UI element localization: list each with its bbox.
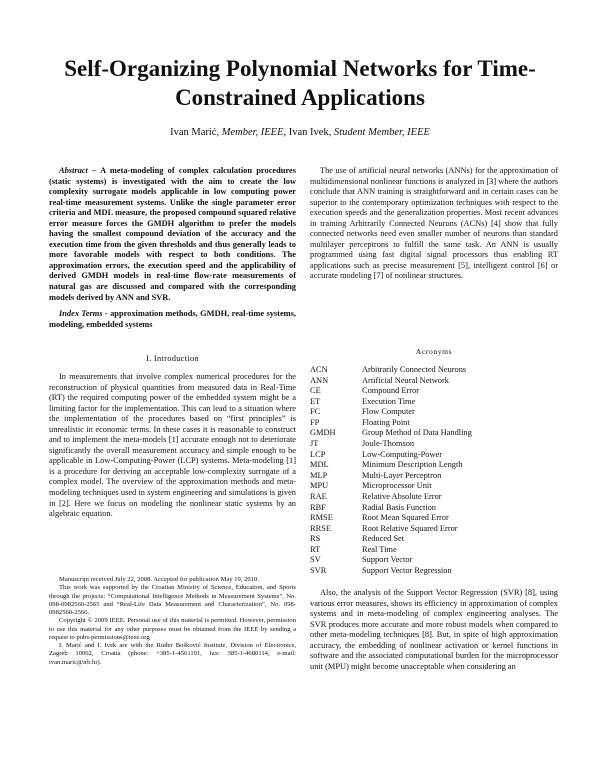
acronym-abbr: ANN xyxy=(310,375,329,385)
acronym-abbr: RBF xyxy=(310,502,326,512)
acronym-abbr: FC xyxy=(310,407,321,417)
paper-title xyxy=(40,54,560,112)
acronym-abbr: LCP xyxy=(310,449,326,459)
acronym-abbr: ET xyxy=(310,396,321,406)
acronym-row xyxy=(310,513,558,524)
footnote-copyright: Copyright © 2009 IEEE. Personal use of this material is permitted. However, permission to use this material for any other purposes must be obtained from the IEEE by sending a request to pubs-permissions@ieee.org xyxy=(49,617,296,641)
acronym-row xyxy=(310,460,558,471)
acronym-row xyxy=(310,418,558,429)
acronym-desc: Root Relative Squared Error xyxy=(362,523,458,533)
index-terms-text: - approximation methods, GMDH, real-time systems, modeling, embedded systems xyxy=(49,309,296,329)
svr-paragraph: Also, the analysis of the Support Vector Regression (SVR) [8], using various error measures, shows its efficiency in approximation of complex systems and in meta-modeling of complex engineering analyses. The SVR produces more accurate and more robust models when compared to other meta-modeling techniques [8]. But, in spite of high approximation accuracy, the embedding of nonlinear activation or kernel functions in software and the associated computational burden for the microprocessor unit (MPU) might become unacceptable when considering an xyxy=(310,588,558,671)
acronym-row xyxy=(310,428,558,439)
acronym-row xyxy=(310,386,558,397)
acronym-row xyxy=(310,503,558,514)
acronym-desc: Joule-Thomson xyxy=(362,439,415,449)
acronym-abbr: SV xyxy=(310,555,321,565)
svr-section xyxy=(310,588,558,672)
acronym-row xyxy=(310,376,558,387)
acronym-desc: Artificial Neural Network xyxy=(362,375,449,385)
acronym-abbr: GMDH xyxy=(310,428,336,438)
acronym-abbr: RAE xyxy=(310,491,327,501)
acronym-abbr: MLP xyxy=(310,470,328,480)
author-1: Ivan Marić, xyxy=(170,127,222,138)
acronym-row xyxy=(310,534,558,545)
acronyms-heading: Acronyms xyxy=(415,347,453,356)
acronym-abbr: RMSE xyxy=(310,513,333,523)
acronym-desc: Low-Computing-Power xyxy=(362,449,443,459)
acronyms-table xyxy=(310,365,558,577)
acronym-abbr: ACN xyxy=(310,365,328,374)
author-1-role: Member, IEEE xyxy=(221,127,284,138)
acronym-row xyxy=(310,481,558,492)
acronym-row xyxy=(310,492,558,503)
acronym-row xyxy=(310,555,558,566)
ann-paragraph: The use of artificial neural networks (ANNs) for the approximation of multidimensional nonlinear functions is analyzed in [3] where the authors conclude that ANN training is straightforward and in certain cases can be superior to the contemporary optimization techniques with respect to the execution speeds and the generalization properties. Most recent advances in training Arbitrarily Connected Neurons (ACNs) [4] show that fully connected networks need even smaller number of neurons than standard multilayer perceptrons to fulfill the same task. An ANN is usually programmed using fast digital signal processors thus enabling RT applications such as precise measurement [5], intelligent control [6] or accurate modeling [7] of nonlinear structures. xyxy=(310,166,558,281)
acronym-abbr: JT xyxy=(310,439,319,449)
acronym-row xyxy=(310,407,558,418)
acronym-row xyxy=(310,365,558,376)
acronym-row xyxy=(310,439,558,450)
acronym-desc: Execution Time xyxy=(362,396,416,406)
footnote-affiliation: I. Marić and I. Ivek are with the Ruđer Bošković Institute, Division of Electronics, Zagreb 10002, Croatia (phone: +385-1-4561191, fax: 385-1-4680114, e-mail: ivan.maric@irb.hr). xyxy=(49,642,296,666)
acronym-desc: Minimum Description Length xyxy=(362,460,463,470)
author-line xyxy=(40,127,560,138)
abstract-dash: – xyxy=(87,166,101,175)
acronym-abbr: MDL xyxy=(310,460,329,470)
right-intro xyxy=(310,166,558,282)
acronym-desc: Support Vector xyxy=(362,555,413,565)
acronym-desc: Relative Absolute Error xyxy=(362,491,442,501)
title-line-1: Self-Organizing Polynomial Networks for Time- xyxy=(64,56,536,81)
acronym-row xyxy=(310,397,558,408)
intro-heading: I. Introduction xyxy=(146,354,199,363)
intro-section xyxy=(49,372,296,520)
acronym-abbr: CE xyxy=(310,386,321,396)
acronym-row xyxy=(310,524,558,535)
acronym-desc: Root Mean Squared Error xyxy=(362,513,449,523)
acronym-desc: Real Time xyxy=(362,544,397,554)
acronym-desc: Flow Computer xyxy=(362,407,415,417)
index-terms xyxy=(49,309,296,330)
author-2-role: Student Member, IEEE xyxy=(333,127,430,138)
acronym-desc: Reduced Set xyxy=(362,534,405,544)
acronym-desc: Multi-Layer Perceptron xyxy=(362,470,442,480)
acronym-desc: Microprocessor Unit xyxy=(362,481,432,491)
footnote-support: This work was supported by the Croatian Ministry of Science, Education, and Sports through the projects: “Computational Intelligence Methods in Measurement Systems”, No. 098-0982560-2565 and “Real-Life Data Measurement and Characterization”, No. 098-0982560-2566. xyxy=(49,584,296,616)
abstract-text: A meta-modeling of complex calculation procedures (static systems) is investigated with the aim to create the low complexity surrogate models applicable in low computing power real-time measurement systems. Unlike the single parameter error criteria and MDL measure, the proposed compound squared relative error measure forces the GMDH algorithm to prefer the models having the smallest compound deviation of the accuracy and the execution time from the given thresholds and thus generally leads to more favorable models with respect to both conditions. The approximation errors, the execution speed and the applicability of derived GMDH models in real-time flow-rate measurements of natural gas are discussed and compared with the corresponding models derived by ANN and SVR. xyxy=(49,166,296,302)
footnote-received: Manuscript received July 22, 2008. Accepted for publication May 19, 2010. xyxy=(59,576,259,583)
acronym-desc: Radial Basis Function xyxy=(362,502,436,512)
acronym-row xyxy=(310,471,558,482)
abstract-block xyxy=(49,166,296,330)
acronym-abbr: RT xyxy=(310,544,321,554)
index-terms-label: Index Terms xyxy=(59,309,103,319)
acronym-abbr: SVR xyxy=(310,565,327,575)
title-line-2: Constrained Applications xyxy=(175,85,425,110)
abstract-label: Abstract xyxy=(59,166,88,175)
acronym-abbr: FP xyxy=(310,417,320,427)
acronym-desc: Compound Error xyxy=(362,386,419,396)
acronym-row xyxy=(310,450,558,461)
author-separator: , Ivan Ivek, xyxy=(283,127,334,138)
acronym-desc: Support Vector Regression xyxy=(362,565,452,575)
acronym-abbr: RRSE xyxy=(310,523,331,533)
acronym-abbr: RS xyxy=(310,534,321,544)
acronym-abbr: MPU xyxy=(310,481,329,491)
acronym-row xyxy=(310,566,558,577)
acronym-desc: Arbitrarily Connected Neurons xyxy=(362,365,467,374)
acronym-desc: Floating Point xyxy=(362,417,410,427)
footnotes xyxy=(49,576,296,667)
acronym-row xyxy=(310,545,558,556)
intro-paragraph: In measurements that involve complex numerical procedures for the reconstruction of physical quantities from measured data in Real-Time (RT) the required computing power of the embedded system might be a limiting factor for the implementation. This can lead to a situation where the implementation of the procedures based on “first principles” is unrealistic in economic terms. In these cases it is reasonable to construct and to implement the meta-models [1] accurate enough not to deteriorate significantly the overall measurement accuracy and simple enough to be applicable in Low-Computing-Power (LCP) systems. Meta-modeling [1] is a procedure for deriving an acceptable low-complexity surrogate of a complex model. The overview of the approximation methods and meta-modeling techniques used in system engineering and simulations is given in [2]. Here we focus on modeling the nonlinear static systems by an algebraic equation. xyxy=(49,372,296,519)
acronym-desc: Group Method of Data Handling xyxy=(362,428,472,438)
abstract xyxy=(49,166,296,303)
